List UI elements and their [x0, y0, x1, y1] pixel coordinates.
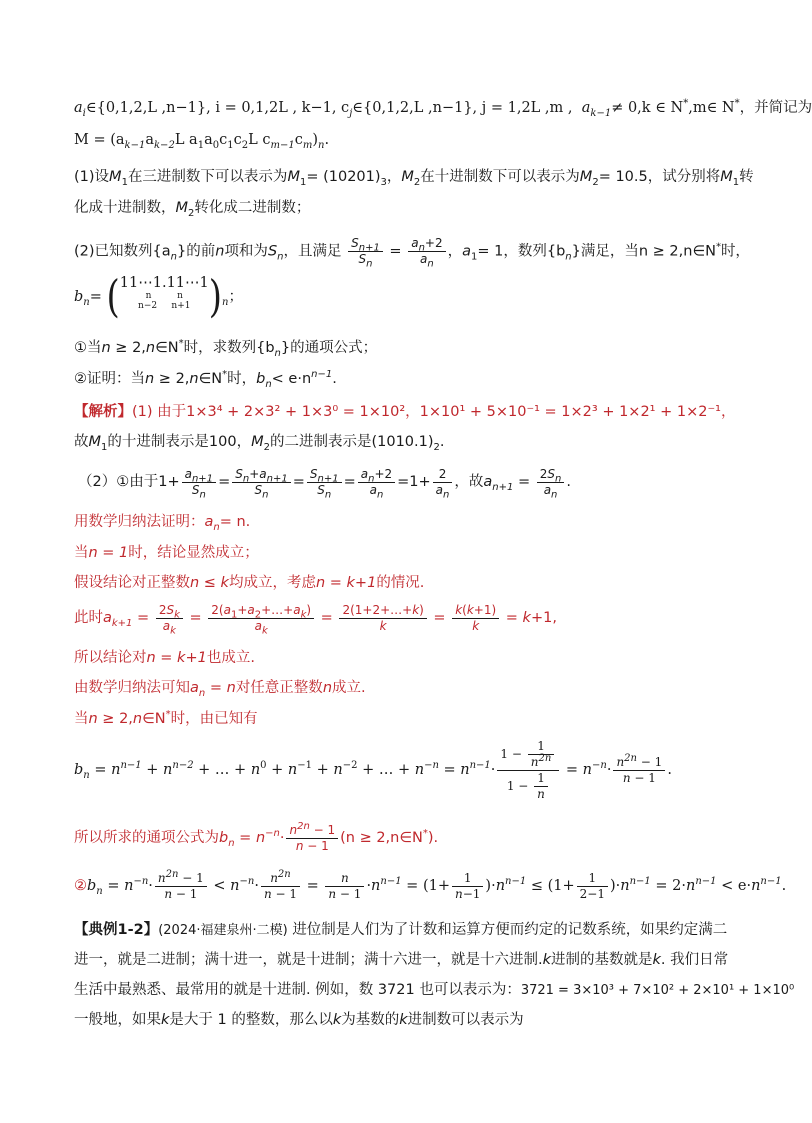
- text: 项和为: [224, 243, 268, 260]
- text: 进制数可以表示为: [407, 1012, 524, 1028]
- text: < e·n: [271, 371, 312, 387]
- text: ，且满足: [283, 243, 342, 260]
- induction-line-2: [74, 543, 259, 563]
- text: 假设结论对正整数: [74, 575, 190, 591]
- text: 1×10¹ + 5×10⁻¹ = 1×2³ + 1×2¹ + 1×2⁻¹: [419, 404, 721, 420]
- text: 也成立.: [206, 650, 255, 666]
- text: (1010.1): [371, 434, 434, 450]
- text: ，故: [454, 474, 484, 490]
- text: 在三进制数下可以表示为: [127, 169, 288, 185]
- text: ①当: [74, 340, 102, 356]
- text: a: [74, 100, 83, 116]
- text: c: [294, 132, 303, 148]
- text: 进一，就是二进制；满十进一，就是十进制；满十六进一，就是十六进制.: [74, 952, 543, 968]
- text: }满足，当: [571, 243, 639, 260]
- text: a: [204, 132, 213, 148]
- text: 的十进制表示是100，: [107, 434, 252, 450]
- text: (1)设: [74, 169, 110, 185]
- text: ≠ 0,k ∈ N: [611, 100, 684, 116]
- text: ②证明：当: [74, 371, 145, 387]
- text: 成立.: [332, 680, 366, 696]
- text: 是大于 1 的整数，那么以: [169, 1012, 333, 1028]
- text: }的前: [177, 243, 216, 260]
- text: L c: [248, 132, 271, 148]
- text: n = k+1: [315, 575, 377, 591]
- text: ；: [228, 289, 243, 305]
- text: a: [204, 514, 214, 530]
- text: k: [399, 1012, 408, 1028]
- text: 转: [739, 169, 754, 185]
- text: b: [74, 289, 84, 305]
- text: 在十进制数下可以表示为: [420, 169, 580, 185]
- text: n ≤ k: [190, 575, 229, 591]
- text: .: [332, 371, 337, 387]
- example-label: 【典例1-2】: [74, 922, 159, 938]
- example-line-2: [74, 950, 728, 970]
- text: 均成立，考虑: [228, 575, 316, 591]
- text: (2)已知数列{a: [74, 243, 171, 260]
- text: k: [161, 1012, 170, 1028]
- text: 时，求数列{b: [183, 340, 275, 356]
- bn-sum-formula: $b_n = n^{n-1} + n^{n-2}$ + … + $n^0 + n^{-1} + n^{-2}$ + … + $n^{-n} = n^{n-1}\cdot$ 1 − $\frac{1}{n^{2n}}$ 1 − $\frac{1}{n}$ = $n^{-n}\cdot$ $\frac{n^{2n} - 1}{n - 1}$ .: [74, 738, 672, 801]
- text: 用数学归纳法证明：: [74, 514, 205, 530]
- ratio-fraction: $\frac{S_{n+1}}{S_n}$: [348, 236, 383, 267]
- text: a: [145, 132, 154, 148]
- text: ，: [720, 404, 736, 420]
- text: ②: [74, 878, 87, 894]
- text: ，: [447, 243, 463, 260]
- sub-question-2: ②证明：当n ≥ 2,n∈N*时，$b_n< e\cdot n^{n-1}$.: [74, 369, 337, 390]
- text: ).: [427, 830, 439, 846]
- text: 此时: [74, 610, 103, 626]
- text: ∈{0,1,2,L ,n−1}, j = 1,2L ,m ,: [352, 100, 573, 116]
- text: 当: [74, 711, 89, 727]
- text: ，并简记为: [739, 100, 812, 116]
- bn-definition: $b_n=$ (11⋯1.11⋯1 n n n−2 n+1 )$_n$；: [74, 271, 243, 323]
- text: n ≥ 2,n∈N: [638, 243, 716, 260]
- final-formula: 所以所求的通项公式为$b_n = n^{-n}\cdot$ $\frac{n^{2n} - 1}{n - 1}$ (n ≥ 2,n∈N*).: [74, 820, 439, 853]
- text: 所以所求的通项公式为: [74, 830, 219, 846]
- text: 化成十进制数，: [74, 200, 176, 216]
- text: 3721 = 3×10³ + 7×10² + 2×10¹ + 1×10⁰: [520, 983, 795, 998]
- induction-line-6: 由数学归纳法可知$a_n = n$对任意正整数n成立.: [74, 680, 366, 699]
- text: }的通项公式；: [280, 340, 378, 356]
- text: 11⋯1.11⋯1: [119, 275, 209, 291]
- text: (1) 由于: [132, 404, 187, 420]
- text: ，: [386, 169, 402, 185]
- text: c: [219, 132, 228, 148]
- text: L a: [174, 132, 198, 148]
- text: 转化成二进制数；: [194, 200, 311, 216]
- sub-question-1: ①当n ≥ 2,n∈N*时，求数列$\{b_n\}$的通项公式；: [74, 338, 378, 359]
- example-line-4: [74, 1010, 524, 1030]
- text: 时，: [227, 371, 257, 387]
- text: 生活中最熟悉、最常用的就是十进制. 例如，数 3721 也可以表示为：: [74, 982, 521, 998]
- question-1-line-1: (1)设$M_1$在三进制数下可以表示为$M_1= (10201)_3$，$M_2$在十进制数下可以表示为$M_2= 10.5$，试分别将$M_1$转: [74, 169, 754, 188]
- text: k: [542, 952, 552, 968]
- text: （2）①由于: [78, 474, 159, 490]
- text: =: [89, 289, 107, 305]
- digit-string: 11⋯1.11⋯1 n n n−2 n+1: [119, 275, 209, 311]
- text: ∈{0,1,2,L ,n−1}, i = 0,1,2L , k−1, c: [85, 100, 350, 116]
- text: 由数学归纳法可知: [74, 680, 190, 696]
- text: ): [312, 132, 318, 148]
- text: 为基数的: [341, 1012, 400, 1028]
- ratio-fraction-2: $\frac{a_n+2}{a_n}$: [408, 236, 445, 267]
- text: k: [652, 952, 661, 968]
- text: (n ≥ 2,n∈N: [340, 830, 423, 846]
- text: M = (a: [74, 132, 125, 148]
- proof-inequality: $②b_n = n^{-n}\cdot$ $\frac{n^{2n} - 1}{n - 1}$ < $n^{-n}\cdot$ $\frac{n^{2n}}{n - 1}$ = $\frac{n}{n - 1}$ $\cdot n^{n-1} = (1+$ $\frac{1}{n-1}$ )$\cdot n^{n-1} \le (1+$ $\frac{1}{2-1}$ )$\cdot n^{n-1} = 2\cdot n^{n-1} < e\cdot n^{n-1}$.: [74, 868, 787, 901]
- question-1-line-2: 化成十进制数，$M_2$转化成二进制数；: [74, 200, 311, 219]
- text: 当: [74, 545, 89, 561]
- text: 所以结论对: [74, 650, 147, 666]
- text: (2024·福建泉州·二模): [158, 923, 288, 938]
- text: . 我们日常: [660, 952, 729, 968]
- text: 进位制是人们为了计数和运算方便而约定的记数系统，如果约定满二: [292, 922, 728, 938]
- text: 故: [74, 434, 89, 450]
- text: 时，结论显然成立；: [128, 545, 259, 561]
- text: = 1，数列{b: [477, 243, 566, 260]
- text: 时，: [720, 243, 750, 260]
- text: 1×3⁴ + 2×3² + 1×3⁰ = 1×10²: [186, 404, 406, 420]
- text: = 10.5，试分别将: [598, 169, 721, 185]
- question-2-line-1: (2)已知数列$\{a_n\}$的前n项和为$S_n$，且满足 $\frac{S_{n+1}}{S_n}$ = $\frac{a_n+2}{a_n}$ ，$a_1= 1$，数列$\{b_n\}$满足，当n ≥ 2,n∈N*时，: [74, 236, 750, 270]
- text: = n.: [219, 514, 251, 530]
- definition-line-1: $a_i\in\{0,1,2,L$ ,n−1}, i = 0,1,2L , k−1, $c_j\in\{0,1,2,L$ ,n−1}, j = 1,2L ,m , $a_{k-1}\ne 0,k$ ∈ N*,m∈ N*，并简记为: [74, 98, 812, 119]
- text: k: [332, 1012, 342, 1028]
- text: = (10201): [306, 169, 381, 185]
- text: .: [324, 132, 330, 148]
- solution-part-2-formula: （2）①由于1+ $\frac{a_{n+1}}{S_n}$ = $\frac{S_n+a_{n+1}}{S_n}$ = $\frac{S_{n+1}}{S_n}$ = $\frac{a_n+2}{a_n}$ =1+ $\frac{2}{a_n}$ ，故$a_{n+1}$ = $\frac{2S_n}{a_n}$ .: [78, 466, 571, 500]
- text: 的情况.: [376, 575, 425, 591]
- induction-line-1: 用数学归纳法证明：$a_n= n$.: [74, 514, 251, 533]
- definition-line-2: $M = (a_{k-1}a_{k-2}L$ $a_1a_0c_1c_2L$ $c_{m-1}c_m)_n$.: [74, 132, 330, 151]
- induction-line-7: 当n ≥ 2,n∈N*时，由已知有: [74, 709, 258, 727]
- text: 一般地，如果: [74, 1012, 161, 1028]
- text: 对任意正整数: [235, 680, 323, 696]
- solution-line-2: 故$M_1$的十进制表示是100，$M_2$的二进制表示是$(1010.1)_2$.: [74, 434, 445, 453]
- text: .: [439, 434, 445, 450]
- example-line-3: [74, 980, 794, 1001]
- example-line-1: [74, 920, 727, 941]
- text: 的二进制表示是: [269, 434, 372, 450]
- solution-line-1: [74, 402, 735, 422]
- text: c: [233, 132, 242, 148]
- text: ,m∈ N: [688, 100, 735, 116]
- induction-line-5: [74, 648, 255, 668]
- text: ，: [405, 404, 420, 420]
- text: n = k+1: [146, 650, 207, 666]
- text: 进制的基数就是: [551, 952, 653, 968]
- induction-line-4: 此时$a_{k+1}$ = $\frac{2S_k}{a_k}$ = $\frac{2(a_1+a_2+\dots+a_k)}{a_k}$ = $\frac{2(1+2+\dots+k)}{k}$ = $\frac{k(k+1)}{k}$ = k+1,: [74, 602, 557, 636]
- text: n = 1: [88, 545, 129, 561]
- induction-line-3: [74, 573, 424, 593]
- text: 时，由已知有: [170, 711, 258, 727]
- solution-label: 【解析】: [74, 404, 132, 420]
